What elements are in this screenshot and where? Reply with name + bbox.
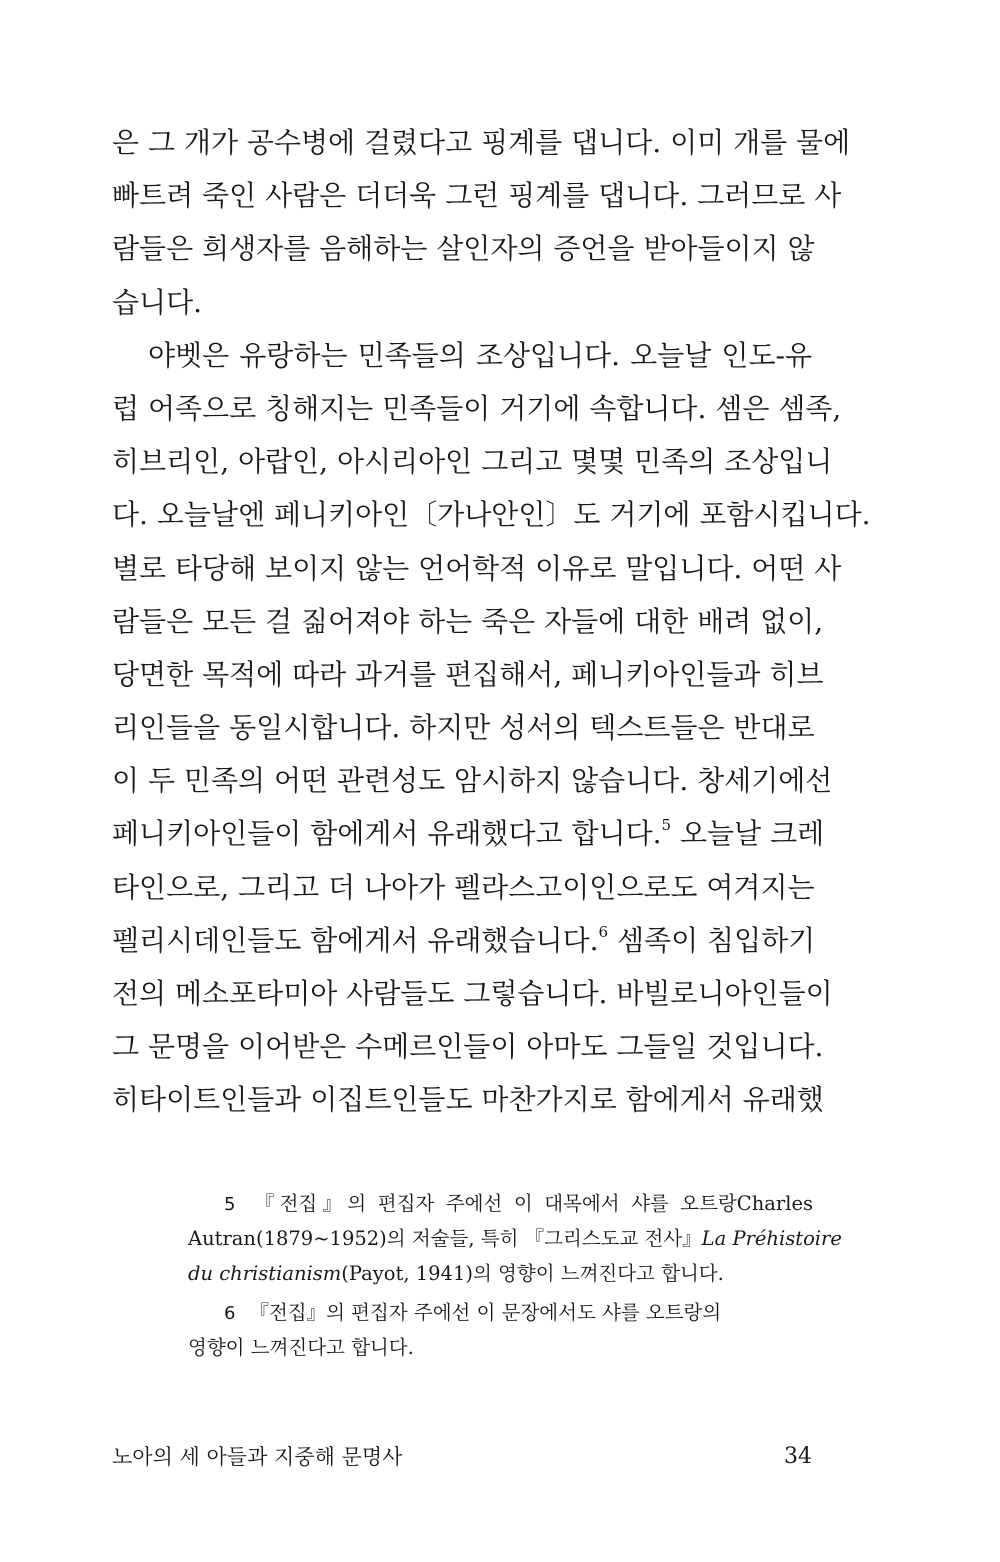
text-segment: 페니키아인들이 함에게서 유래했다고 합니다. — [112, 817, 662, 851]
footnote-text: (Payot, 1941)의 영향이 느껴진다고 합니다. — [341, 1262, 724, 1285]
footnote-ref-5[interactable]: 5 — [661, 816, 672, 835]
footnote-6-line — [188, 1295, 813, 1330]
body-text — [112, 116, 871, 1127]
text-line: 전의 메소포타미아 사람들도 그렇습니다. 바빌로니아인들이 — [112, 977, 833, 1010]
footnote-text: 『전집』의 편집자 주에선 이 대목에서 샤를 오트랑Charles — [249, 1192, 813, 1215]
running-footer-title: 노아의 세 아들과 지중해 문명사 — [112, 1445, 403, 1469]
text-line: 다. 오늘날엔 페니키아인〔가나안인〕도 거기에 포함시킵니다. — [112, 498, 871, 532]
page-number: 34 — [784, 1444, 812, 1469]
footnote-italic-title: du christianism — [188, 1262, 342, 1285]
text-line: 은 그 개가 공수병에 걸렸다고 핑계를 댑니다. 이미 개를 물에 — [112, 126, 851, 159]
text-line: 람들은 모든 걸 짊어져야 하는 죽은 자들에 대한 배려 없이, — [112, 604, 824, 638]
text-line: 야벳은 유랑하는 민족들의 조상입니다. 오늘날 인도-유 — [148, 338, 812, 372]
footnote-number: 5 — [224, 1194, 236, 1215]
text-line: 럽 어족으로 칭해지는 민족들이 거기에 속합니다. 셈은 셈족, — [112, 391, 842, 425]
footnote-5-line — [188, 1256, 813, 1291]
text-line: 습니다. — [112, 285, 203, 319]
footnote-italic-title: La Préhistoire — [701, 1227, 842, 1250]
footnotes — [188, 1186, 842, 1365]
text-line: 그 문명을 이어받은 수메르인들이 아마도 그들일 것입니다. — [112, 1030, 824, 1064]
text-line: 타인으로, 그리고 더 나아가 펠라스고이인으로도 여겨지는 — [112, 870, 815, 904]
text-line: 람들은 희생자를 음해하는 살인자의 증언을 받아들이지 않 — [112, 232, 815, 266]
footnote-5-line — [188, 1221, 842, 1256]
text-segment: 펠리시데인들도 함에게서 유래했습니다. — [112, 923, 599, 957]
text-line — [112, 807, 825, 860]
footnote-6-line: 영향이 느껴진다고 합니다. — [188, 1336, 414, 1359]
text-line: 이 두 민족의 어떤 관련성도 암시하지 않습니다. 창세기에선 — [112, 764, 833, 798]
text-segment: 오늘날 크레 — [671, 817, 825, 851]
text-line: 별로 타당해 보이지 않는 언어학적 이유로 말입니다. 어떤 사 — [112, 551, 842, 585]
footnote-number: 6 — [224, 1303, 236, 1324]
text-line — [112, 914, 816, 967]
text-line: 히타이트인들과 이집트인들도 마찬가지로 함에게서 유래했 — [112, 1083, 824, 1117]
footnote-ref-6[interactable]: 6 — [598, 922, 609, 941]
footnote-text: 『전집』의 편집자 주에선 이 문장에서도 샤를 오트랑의 — [249, 1301, 722, 1324]
footnote-5-line — [188, 1186, 813, 1221]
text-line: 당면한 목적에 따라 과거를 편집해서, 페니키아인들과 히브 — [112, 657, 824, 691]
text-line: 빠트려 죽인 사람은 더더욱 그런 핑계를 댑니다. 그러므로 사 — [112, 179, 842, 213]
text-line: 리인들을 동일시합니다. 하지만 성서의 텍스트들은 반대로 — [112, 711, 815, 745]
footnote-text: Autran(1879~1952)의 저술들, 특히 『그리스도교 전사』 — [188, 1227, 702, 1250]
text-segment: 셈족이 침입하기 — [608, 923, 816, 957]
text-line: 히브리인, 아랍인, 아시리아인 그리고 몇몇 민족의 조상입니 — [112, 445, 833, 479]
